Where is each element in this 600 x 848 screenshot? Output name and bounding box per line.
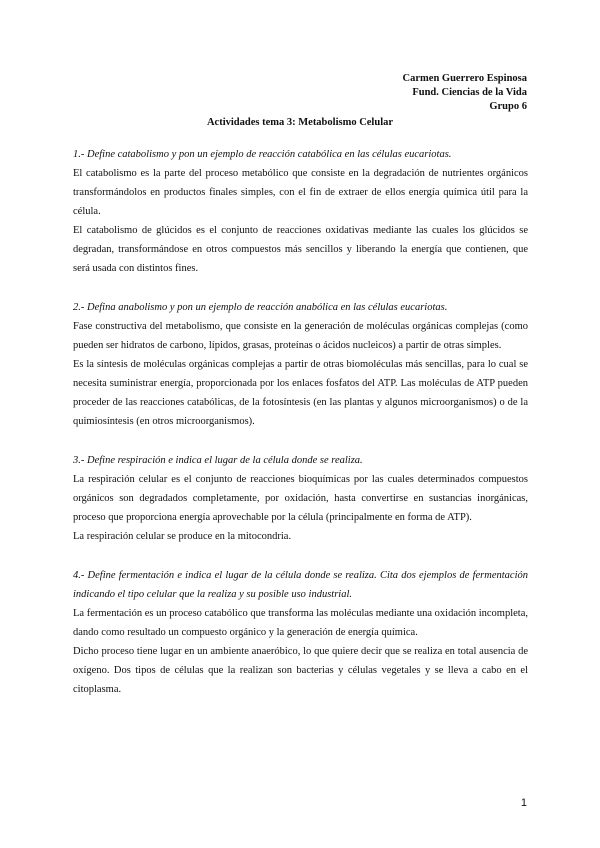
answer-paragraph: Dicho proceso tiene lugar en un ambiente anaeróbico, lo que quiere decir que se realiza en total ausencia de oxígeno. Dos tipos de células que la realizan son bacterias y células vegetales y se lleva a cabo en el citoplasma.: [73, 646, 528, 695]
question-2: 2.- Defina anabolismo y pon un ejemplo de reacción anabólica en las células eucariotas.: [73, 302, 448, 313]
answer-paragraph: Es la síntesis de moléculas orgánicas complejas a partir de otras biomoléculas más sencillas, para lo cual se necesita suministrar energía, proporcionada por los enlaces fosfatos del ATP. Las moléculas de ATP pueden proceder de las reacciones catabólicas, de la fotosíntesis (en las plantas y algunos microorganismos) o de la quimiosíntesis (en otros microorganismos).: [73, 359, 528, 427]
answer-paragraph: La respiración celular se produce en la mitocondria.: [73, 531, 292, 542]
document-title: Actividades tema 3: Metabolismo Celular: [206, 117, 394, 128]
section-1: [73, 145, 528, 278]
question-3: 3.- Define respiración e indica el lugar de la célula donde se realiza.: [73, 455, 363, 466]
group-name: Grupo 6: [489, 101, 527, 112]
course-name: Fund. Ciencias de la Vida: [412, 87, 527, 98]
answer-paragraph: El catabolismo de glúcidos es el conjunto de reacciones oxidativas mediante las cuales los glúcidos se degradan, transformándose en otros compuestos más sencillos y liberando la energía que contienen, que será usada con distintos fines.: [73, 225, 528, 274]
answer-paragraph: El catabolismo es la parte del proceso metabólico que consiste en la degradación de nutrientes orgánicos transformándolos en productos finales simples, con el fin de extraer de ellos energía química útil para la célula.: [73, 168, 528, 217]
section-2: [73, 298, 528, 431]
section-3: [73, 451, 528, 546]
answer-paragraph: Fase constructiva del metabolismo, que consiste en la generación de moléculas orgánicas complejas (como pueden ser hidratos de carbono, lípidos, grasas, proteínas o ácidos nucleicos) a partir de otras simples.: [73, 321, 528, 351]
page-number: 1: [520, 797, 527, 809]
section-4: [73, 566, 528, 699]
author-name: Carmen Guerrero Espinosa: [402, 73, 527, 84]
answer-paragraph: La fermentación es un proceso catabólico que transforma las moléculas mediante una oxidación incompleta, dando como resultado un compuesto orgánico y la generación de energía química.: [73, 608, 528, 638]
question-1: 1.- Define catabolismo y pon un ejemplo de reacción catabólica en las células eucariotas.: [73, 149, 452, 160]
document-header: [403, 72, 527, 114]
answer-paragraph: La respiración celular es el conjunto de reacciones bioquímicas por las cuales determinados compuestos orgánicos son degradados completamente, por oxidación, hasta convertirse en sustancias inorgánicas, proceso que proporciona energía aprovechable por la célula (principalmente en forma de ATP).: [73, 474, 528, 523]
question-4: 4.- Define fermentación e indica el lugar de la célula donde se realiza. Cita dos ejemplos de fermentación indicando el tipo celular que la realiza y su posible uso industrial.: [73, 570, 528, 600]
document-body: [73, 145, 528, 719]
